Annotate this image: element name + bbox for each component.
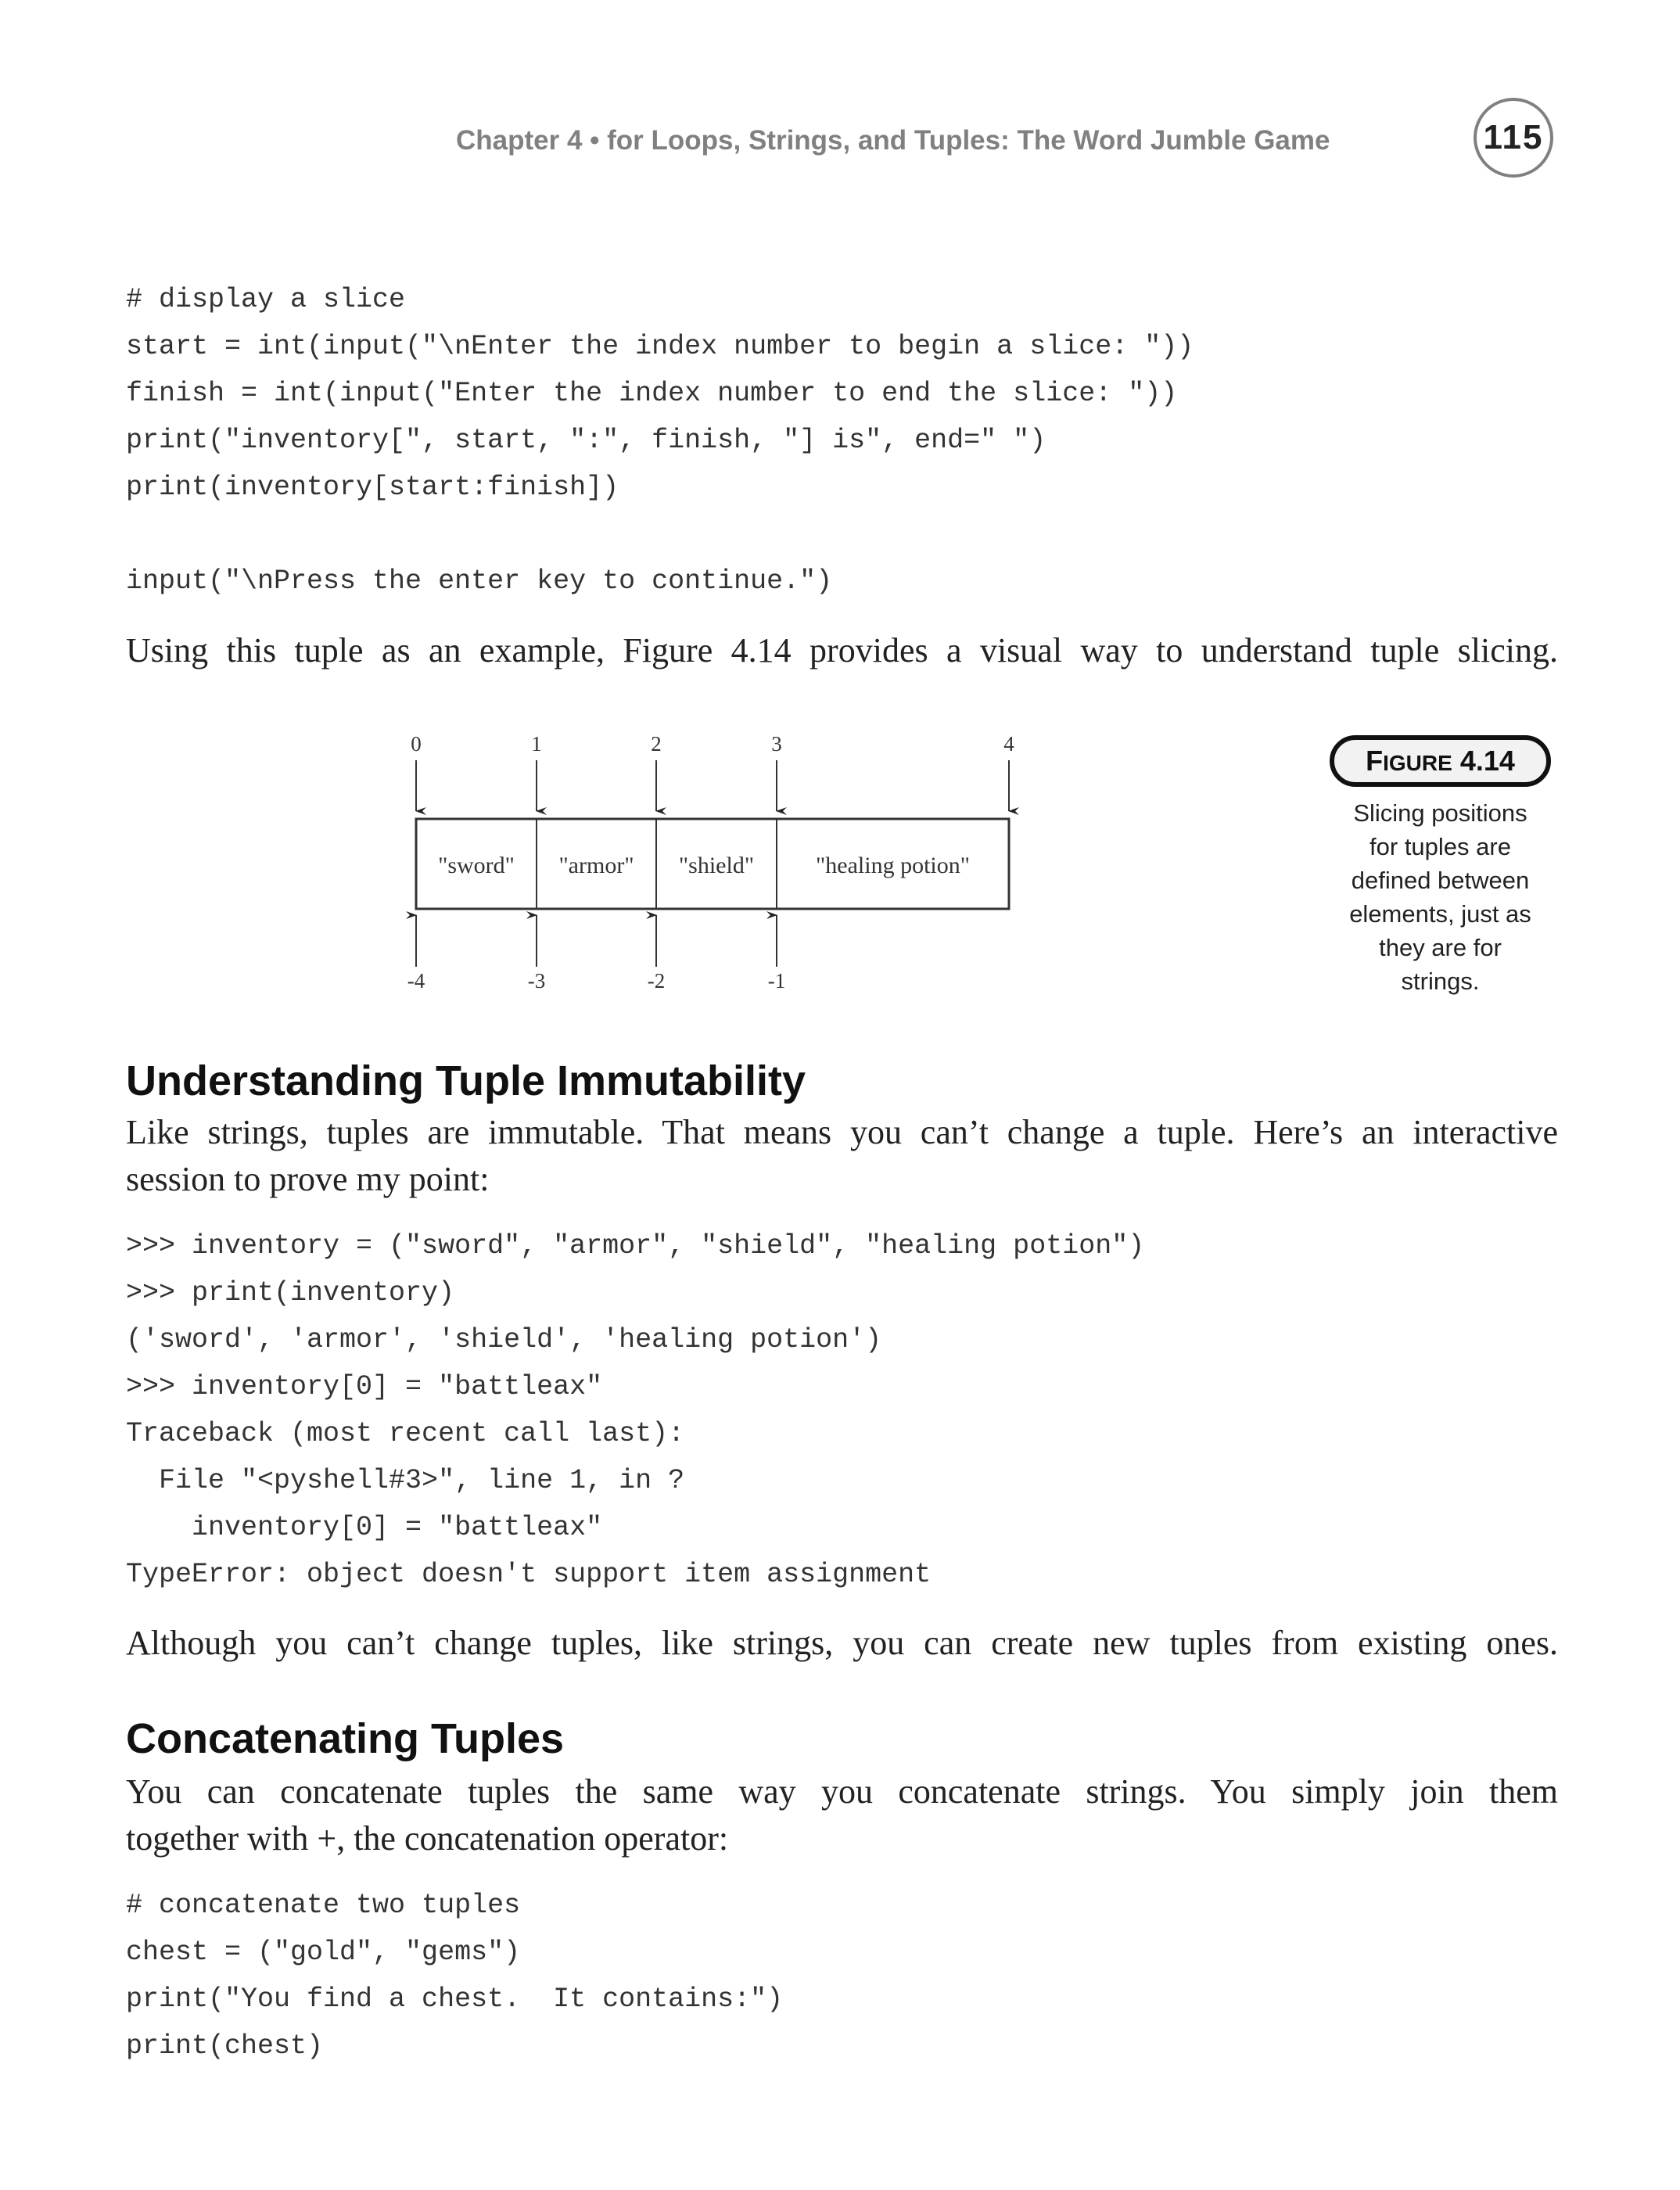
figure-number: 4.14 [1459, 745, 1515, 777]
code-line: chest = ("gold", "gems") [126, 1937, 521, 1968]
negative-index-label: -1 [767, 969, 786, 993]
code-line: ('sword', 'armor', 'shield', 'healing potion') [126, 1324, 882, 1355]
negative-index-label: -3 [527, 969, 546, 993]
positive-index-label: 3 [771, 732, 782, 756]
code-line: >>> inventory = ("sword", "armor", "shield", "healing potion") [126, 1230, 1145, 1262]
tuple-element-label: "sword" [438, 853, 515, 878]
code-block-interactive-session [126, 1222, 1144, 1598]
tuple-element-label: "shield" [678, 853, 755, 878]
tuple-element-label: "armor" [558, 853, 634, 878]
code-line: TypeError: object doesn't support item assignment [126, 1559, 932, 1590]
code-line: >>> print(inventory) [126, 1277, 455, 1309]
code-line: finish = int(input("Enter the index number to end the slice: ")) [126, 378, 1178, 409]
code-block-concatenate [126, 1882, 783, 2070]
code-line: File "<pyshell#3>", line 1, in ? [126, 1465, 685, 1496]
paragraph-concatenation [126, 1768, 1558, 1862]
figure-caption [1330, 796, 1551, 998]
negative-index-label: -2 [647, 969, 666, 993]
paragraph-new-tuples [126, 1620, 1558, 1667]
positive-index-label: 2 [651, 732, 662, 756]
positive-index-label: 0 [411, 732, 422, 756]
paragraph-figure-intro [126, 627, 1558, 674]
code-line: # display a slice [126, 284, 406, 315]
caption-line: strings. [1401, 968, 1480, 995]
code-line: inventory[0] = "battleax" [126, 1512, 603, 1543]
figure-label-initial: F [1366, 745, 1384, 777]
text-line: together with +, the concatenation operator: [126, 1819, 729, 1858]
text-line: Using this tuple as an example, Figure 4.14 provides a visual way to understand tuple slicing. [126, 631, 1558, 670]
caption-line: Slicing positions [1353, 799, 1527, 827]
code-line: print("inventory[", start, ":", finish, "] is", end=" ") [126, 425, 1046, 456]
code-line: input("\nPress the enter key to continue.") [126, 565, 833, 597]
text-line: You can concatenate tuples the same way you concatenate strings. You simply join them [126, 1772, 1558, 1811]
caption-line: they are for [1379, 934, 1502, 961]
code-line: >>> inventory[0] = "battleax" [126, 1371, 603, 1402]
paragraph-immutability [126, 1109, 1558, 1203]
text-line: Although you can’t change tuples, like strings, you can create new tuples from existing ones. [126, 1624, 1558, 1662]
code-block-slice [126, 276, 1194, 605]
heading-tuple-immutability: Understanding Tuple Immutability [126, 1057, 806, 1104]
code-line: # concatenate two tuples [126, 1890, 521, 1921]
positive-index-label: 1 [531, 732, 542, 756]
caption-line: for tuples are [1369, 833, 1511, 860]
text-line: session to prove my point: [126, 1160, 490, 1198]
code-line: start = int(input("\nEnter the index number to begin a slice: ")) [126, 331, 1194, 362]
code-line: print("You find a chest. It contains:") [126, 1984, 784, 2015]
code-line: print(chest) [126, 2030, 324, 2062]
running-header: Chapter 4 • for Loops, Strings, and Tuples: The Word Jumble Game [456, 125, 1330, 156]
tuple-element-label: "healing potion" [816, 853, 970, 878]
figure-label-word: IGURE [1383, 751, 1452, 775]
caption-line: elements, just as [1349, 900, 1531, 928]
figure-label-badge [1330, 735, 1551, 787]
code-line [126, 511, 1194, 558]
tuple-slicing-diagram [375, 720, 1079, 1001]
heading-concatenating-tuples: Concatenating Tuples [126, 1715, 565, 1762]
code-line: Traceback (most recent call last): [126, 1418, 685, 1449]
positive-index-label: 4 [1003, 732, 1014, 756]
negative-index-label: -4 [407, 969, 425, 993]
code-line: print(inventory[start:finish]) [126, 472, 619, 503]
caption-line: defined between [1351, 867, 1530, 894]
text-line: Like strings, tuples are immutable. That means you can’t change a tuple. Here’s an interactive [126, 1113, 1558, 1151]
page-number: 115 [1474, 98, 1553, 178]
